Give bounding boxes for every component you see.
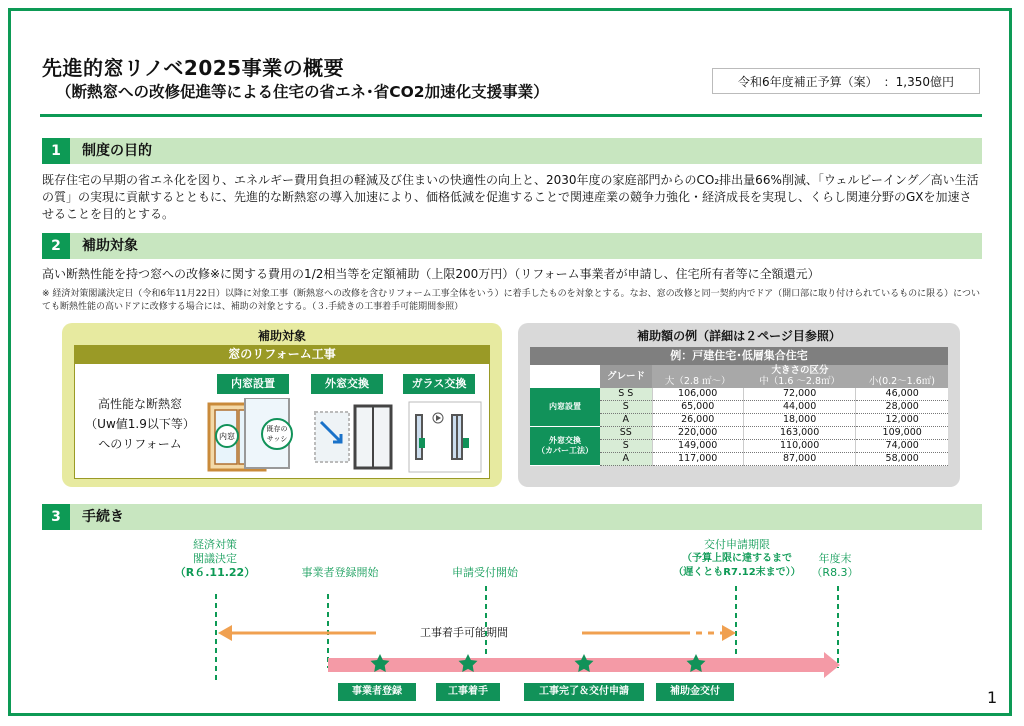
value-cell: 87,000 bbox=[743, 453, 855, 466]
value-cell: 28,000 bbox=[856, 401, 948, 414]
deadline-label: 交付申請期限 （予算上限に達するまで （遅くともR7.12末まで）） bbox=[673, 538, 801, 578]
budget-box: 令和6年度補正予算（案） ：1,350億円 bbox=[712, 68, 980, 94]
existing-label-1: 既存の bbox=[266, 426, 288, 433]
section-title: 手続き bbox=[82, 509, 124, 525]
section-number: 3 bbox=[42, 504, 70, 530]
table-row bbox=[530, 388, 948, 401]
value-cell: 65,000 bbox=[652, 401, 743, 414]
size-medium: 中（1.6 ～2.8㎡） bbox=[743, 376, 855, 388]
subsidy-target-text: 高い断熱性能を持つ窓への改修※に関する費用の1/2相当等を定額補助（上限200万円）（リフォーム事業者が申請し、住宅所有者等に全額還元） bbox=[42, 267, 820, 281]
desc-line: へのリフォーム bbox=[98, 437, 182, 451]
grade-cell: S bbox=[600, 401, 652, 414]
value-cell: 58,000 bbox=[856, 453, 948, 466]
size-small: 小(0.2～1.6㎡) bbox=[856, 376, 948, 388]
step-registration: 事業者登録 bbox=[338, 683, 416, 701]
group-inner-window: 内窓設置 bbox=[530, 388, 600, 427]
step-construction-start: 工事着手 bbox=[436, 683, 500, 701]
value-cell: 26,000 bbox=[652, 414, 743, 427]
glass-replace-illustration bbox=[405, 398, 485, 476]
section-number: 2 bbox=[42, 233, 70, 259]
value-cell: 110,000 bbox=[743, 440, 855, 453]
subsidy-note: ※ 経済対策閣議決定日（令和6年11月22日）以降に対象工事（断熱窓への改修を含むリフォーム工事全体をいう）に着手したものを対象とする。なお、窓の改修と同一契約内でドア（開口部に取り付けられているものに限る）についても断熱性能の高いドアに改修する場合には、補助の対象とする。（３.手続きの工事着手可能期間参照） bbox=[42, 289, 980, 312]
window-reform-band: 窓のリフォーム工事 bbox=[74, 345, 490, 363]
section-3-header bbox=[42, 504, 982, 530]
registration-start-label: 事業者登録開始 bbox=[301, 566, 379, 579]
desc-line: 高性能な断熱窓 bbox=[97, 397, 182, 411]
inner-window-illustration bbox=[205, 398, 301, 476]
application-start-label: 申請受付開始 bbox=[452, 566, 518, 579]
grade-cell: SS bbox=[600, 427, 652, 440]
target-panel-title: 補助対象 bbox=[257, 329, 306, 343]
method-inner-window: 内窓設置 bbox=[217, 374, 289, 394]
grade-cell: S S bbox=[600, 388, 652, 401]
value-cell: 220,000 bbox=[652, 427, 743, 440]
section-1-header bbox=[42, 138, 982, 164]
value-cell: 18,000 bbox=[743, 414, 855, 427]
value-cell: 44,000 bbox=[743, 401, 855, 414]
size-large: 大（2.8 ㎡～） bbox=[652, 376, 743, 388]
amount-panel-title: 補助額の例（詳細は２ページ目参照） bbox=[637, 329, 841, 343]
method-glass: ガラス交換 bbox=[403, 374, 475, 394]
amount-panel bbox=[518, 323, 960, 487]
desc-line: （Uw値1.9以下等） bbox=[85, 417, 195, 431]
grade-cell: A bbox=[600, 414, 652, 427]
value-cell: 163,000 bbox=[743, 427, 855, 440]
size-header: 大きさの区分 bbox=[652, 365, 948, 376]
grade-cell: A bbox=[600, 453, 652, 466]
section-title: 制度の目的 bbox=[82, 143, 152, 159]
step-subsidy-payment: 補助金交付 bbox=[656, 683, 734, 701]
target-description bbox=[75, 394, 205, 454]
existing-label-2: サッシ bbox=[266, 436, 288, 443]
inner-label: 内窓 bbox=[219, 432, 235, 441]
page-number: 1 bbox=[987, 688, 998, 707]
section-number: 1 bbox=[42, 138, 70, 164]
amount-table bbox=[530, 347, 948, 466]
page-subtitle: （断熱窓への改修促進等による住宅の省エネ･省CO2加速化支援事業） bbox=[56, 83, 549, 101]
value-cell: 149,000 bbox=[652, 440, 743, 453]
value-cell: 106,000 bbox=[652, 388, 743, 401]
header-rule bbox=[40, 114, 982, 117]
value-cell: 12,000 bbox=[856, 414, 948, 427]
target-panel bbox=[62, 323, 502, 487]
grade-cell: S bbox=[600, 440, 652, 453]
table-row bbox=[530, 427, 948, 440]
method-outer-window: 外窓交換 bbox=[311, 374, 383, 394]
value-cell: 46,000 bbox=[856, 388, 948, 401]
construction-period-label: 工事着手可能期間 bbox=[420, 626, 508, 639]
grade-header: グレード bbox=[600, 365, 652, 388]
value-cell: 72,000 bbox=[743, 388, 855, 401]
value-cell: 109,000 bbox=[856, 427, 948, 440]
outer-window-illustration bbox=[311, 398, 397, 476]
page-title: 先進的窓リノベ2025事業の概要 bbox=[42, 56, 345, 80]
value-cell: 74,000 bbox=[856, 440, 948, 453]
target-box bbox=[74, 363, 490, 479]
cabinet-decision-label: 経済対策 閣議決定 （R６.11.22） bbox=[174, 538, 256, 579]
fiscal-end-label: 年度末 （R8.3） bbox=[811, 552, 859, 579]
section-2-header bbox=[42, 233, 982, 259]
step-completion-application: 工事完了＆交付申請 bbox=[524, 683, 644, 701]
table-title: 例：戸建住宅･低層集合住宅 bbox=[530, 347, 948, 365]
group-outer-window: 外窓交換 （カバー工法） bbox=[530, 427, 600, 466]
purpose-text: 既存住宅の早期の省エネ化を図り、エネルギー費用負担の軽減及び住まいの快適性の向上と、2030年度の家庭部門からのCO₂排出量66%削減、「ウェルビーイング／高い生活の質」の実現に貢献するとともに、先進的な断熱窓の導入加速により、価格低減を促進することで関連産業の競争力強化・経済成長を実現し、くらし関連分野のGXを加速させることを目的とする。 bbox=[42, 173, 979, 221]
section-title: 補助対象 bbox=[82, 238, 138, 254]
value-cell: 117,000 bbox=[652, 453, 743, 466]
